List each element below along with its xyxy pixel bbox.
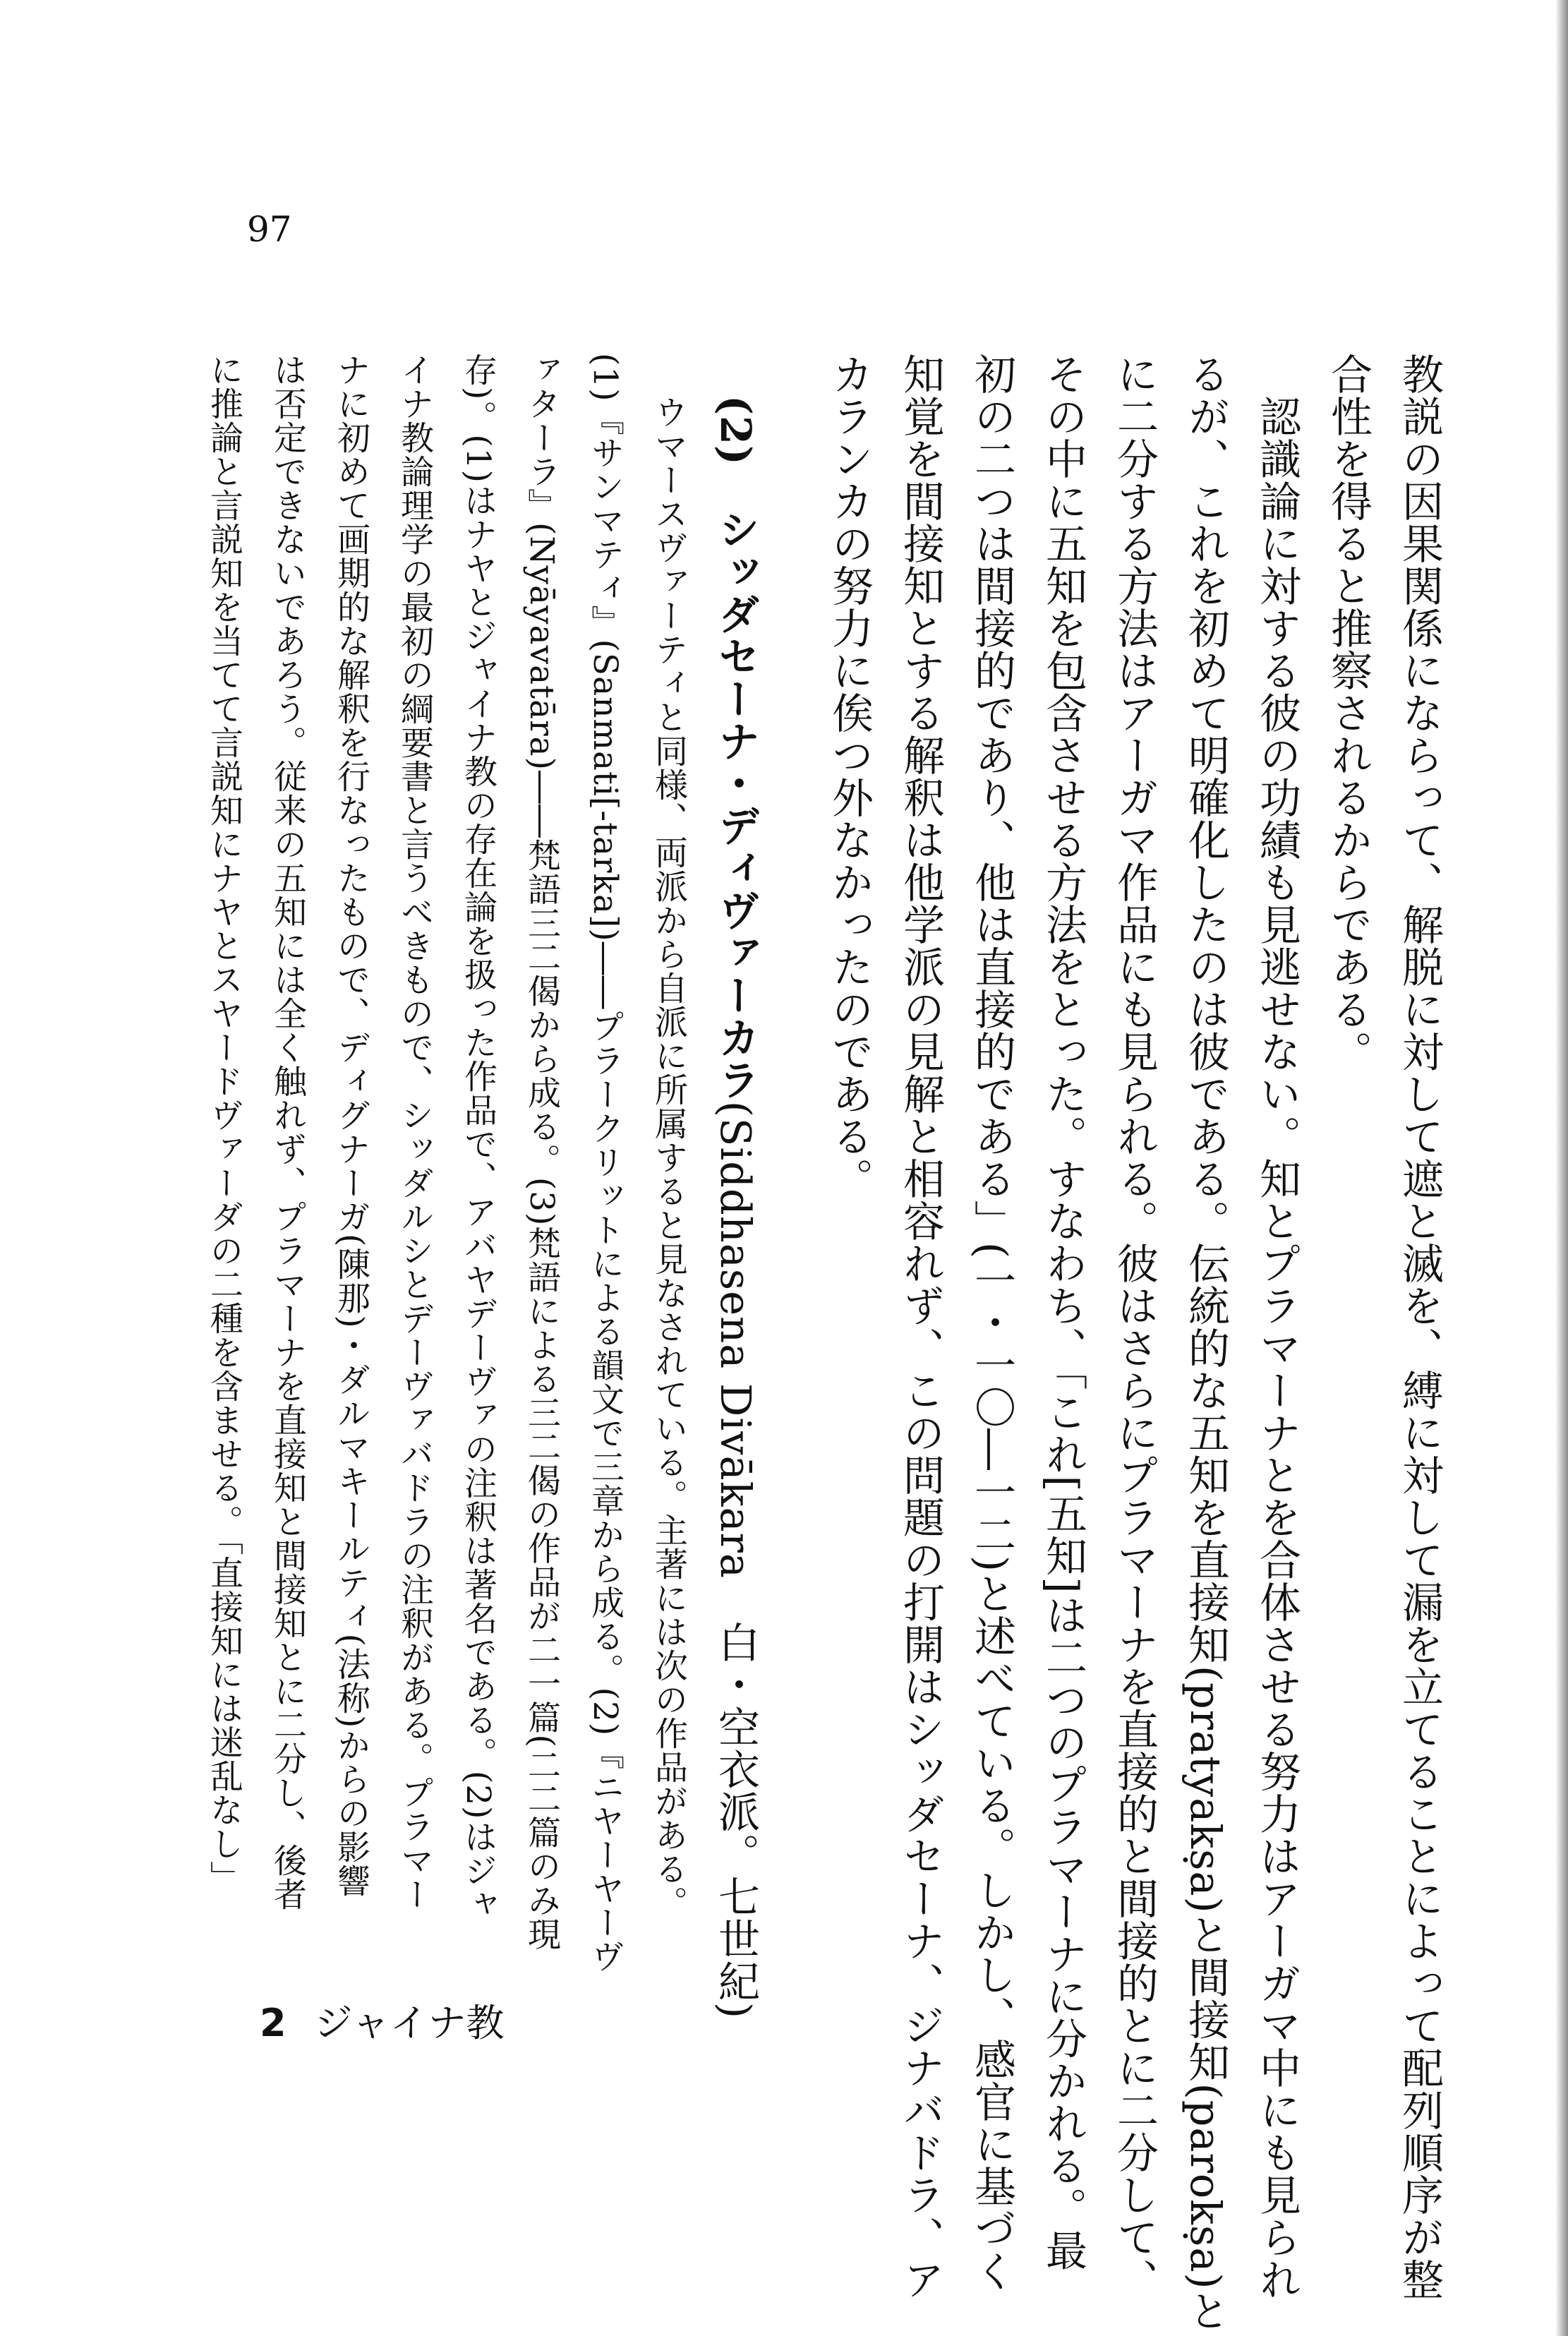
text-line: その中に五知を包含させる方法をとった。すなわち、「これ[五知]は二つのプラマーナに分かれる。最: [1039, 353, 1087, 2272]
text-line: (1)『サンマティ』(Sanmati[-tarka])――プラークリットによる韻文で三章から成る。(2)『ニヤーヤーヴ: [586, 353, 625, 1974]
text-line: 教説の因果関係にならって、解脱に対して遮と滅を、縛に対して漏を立てることによって配列順序が整: [1395, 353, 1444, 2301]
text-line: ウマースヴァーティと同様、両派から自派に所属すると見なされている。主著には次の作品がある。: [649, 395, 688, 1920]
text-line: 存)。(1)はナヤとジャイナ教の存在論を扱った作品で、アバヤデーヴァの注釈は著名である。(2)はジャ: [459, 353, 497, 1922]
text-line: 知覚を間接知とする解釈は他学派の見解と相容れず、この問題の打開はシッダセーナ、ジナバドラ、ア: [896, 353, 945, 2301]
page-number: 97: [247, 209, 292, 250]
chapter-number: 2: [260, 2001, 287, 2045]
section-gap: [771, 353, 814, 2117]
scan-edge-shadow: [1555, 0, 1568, 2336]
running-footer: [260, 2001, 505, 2045]
text-line: ァターラ』(Nyāyavatāra)――梵語三二偈から成る。(3)梵語による三二偈の作品が二一篇(二二篇のみ現: [522, 353, 561, 1951]
text-line: るが、これを初めて明確化したのは彼である。伝統的な五知を直接知(pratyakṣa)と間接知(parokṣa)と: [1181, 353, 1230, 2332]
chapter-title: ジャイナ教: [314, 2001, 505, 2045]
text-line: は否定できないであろう。従来の五知には全く触れず、プラマーナを直接知と間接知とに二分し、後者: [268, 353, 307, 1911]
text-line: 認識論に対する彼の功績も見逃せない。知とプラマーナとを合体させる努力はアーガマ中にも見られ: [1253, 395, 1301, 2301]
section-subtitle: (Siddhasena Divākara 白・空衣派。七世紀): [711, 1100, 760, 2020]
section-title: シッダセーナ・ディヴァーカラ: [711, 507, 760, 1101]
text-line: 合性を得ると推察されるからである。: [1324, 353, 1373, 1073]
text-line: ナに初めて画期的な解釈を行なったもので、ディグナーガ(陳那)・ダルマキールティ(法称)からの影響: [332, 353, 370, 1898]
section-number: (2): [711, 395, 760, 466]
text-line: 初の二つは間接的であり、他は直接的である」(一・一〇―一二)と述べている。しかし、感官に基づく: [967, 353, 1016, 2293]
text-line: に二分する方法はアーガマ作品にも見られる。彼はさらにプラマーナを直接的と間接的とに二分して、: [1110, 353, 1159, 2301]
text-line: に推論と言説知を当てて言説知にナヤとスヤードヴァーダの二種を含ませる。「直接知には迷乱なし」: [205, 353, 243, 1895]
section-heading: [700, 353, 771, 2117]
text-line: イナ教論理学の最初の綱要書と言うべきもので、シッダルシとデーヴァバドラの注釈がある。プラマー: [395, 353, 434, 1911]
body-text: [192, 353, 1455, 2332]
text-line: カランカの努力に俟つ外なかったのである。: [825, 353, 874, 1200]
